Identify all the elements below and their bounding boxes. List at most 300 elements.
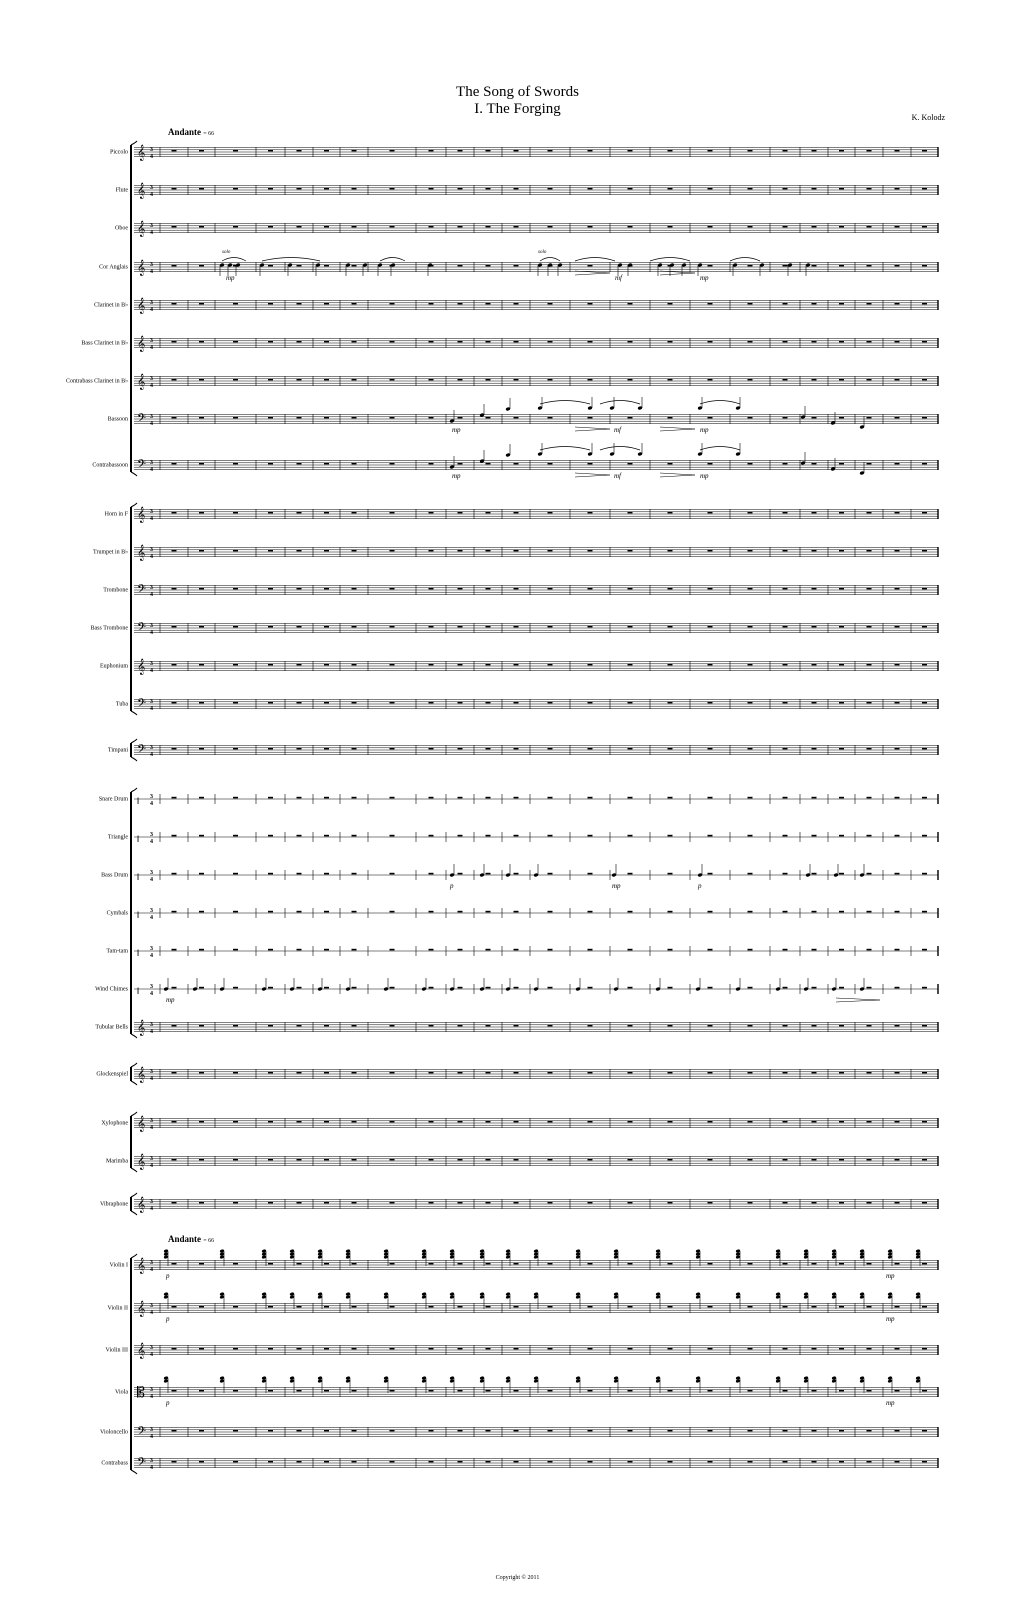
- whole-rest: [839, 1025, 844, 1027]
- whole-rest: [458, 512, 463, 514]
- whole-rest: [922, 226, 927, 228]
- whole-rest: [233, 797, 238, 799]
- whole-rest: [867, 797, 872, 799]
- whole-rest: [708, 550, 713, 552]
- whole-rest: [458, 1430, 463, 1432]
- whole-rest: [199, 1461, 204, 1463]
- time-signature-bottom: 4: [150, 915, 153, 921]
- whole-rest: [867, 1461, 872, 1463]
- whole-rest: [199, 911, 204, 913]
- whole-rest: [233, 835, 238, 837]
- whole-rest: [233, 1121, 238, 1123]
- clef-treble-icon: 𝄞: [137, 1155, 146, 1170]
- whole-rest: [390, 1430, 395, 1432]
- time-signature-bottom: 4: [150, 1310, 153, 1316]
- tempo-text: Andante: [168, 1234, 202, 1244]
- slur: [262, 258, 320, 262]
- dynamic-mp: mp: [612, 882, 621, 890]
- whole-rest: [812, 911, 817, 913]
- staff-violin-ii: [134, 1303, 938, 1313]
- whole-rest: [458, 150, 463, 152]
- clef-treble-icon: 𝄞: [137, 261, 146, 276]
- whole-rest: [324, 949, 329, 951]
- whole-rest: [548, 664, 553, 666]
- time-signature-bottom: 4: [150, 1352, 153, 1358]
- whole-rest: [429, 911, 434, 913]
- whole-rest: [668, 1306, 673, 1308]
- staff-violoncello: [134, 1427, 938, 1437]
- whole-rest: [628, 835, 633, 837]
- slur: [540, 401, 590, 405]
- time-signature-top: 3: [150, 745, 153, 751]
- whole-rest: [588, 664, 593, 666]
- whole-rest: [324, 1121, 329, 1123]
- whole-rest: [783, 1461, 788, 1463]
- whole-rest: [812, 1025, 817, 1027]
- whole-rest: [812, 835, 817, 837]
- whole-rest: [628, 588, 633, 590]
- whole-rest: [297, 303, 302, 305]
- whole-rest: [429, 550, 434, 552]
- whole-rest: [668, 1159, 673, 1161]
- dynamic-mp: mp: [166, 996, 175, 1004]
- whole-rest: [708, 748, 713, 750]
- whole-rest: [486, 1306, 491, 1308]
- whole-rest: [233, 873, 238, 875]
- whole-rest: [324, 664, 329, 666]
- whole-rest: [458, 417, 463, 419]
- clef-bass-icon: 𝄢: [137, 698, 147, 713]
- whole-rest: [668, 1390, 673, 1392]
- whole-rest: [548, 1306, 553, 1308]
- whole-rest: [199, 265, 204, 267]
- whole-rest: [748, 797, 753, 799]
- whole-rest: [458, 911, 463, 913]
- whole-rest: [895, 1121, 900, 1123]
- whole-rest: [172, 188, 177, 190]
- whole-rest: [297, 1202, 302, 1204]
- whole-rest: [895, 748, 900, 750]
- whole-rest: [514, 873, 519, 875]
- whole-rest: [297, 188, 302, 190]
- whole-rest: [895, 1306, 900, 1308]
- time-signature-bottom: 4: [150, 752, 153, 758]
- whole-rest: [708, 265, 713, 267]
- time-signature-top: 3: [150, 376, 153, 382]
- whole-rest: [297, 1306, 302, 1308]
- whole-rest: [514, 265, 519, 267]
- whole-rest: [172, 1461, 177, 1463]
- whole-rest: [486, 463, 491, 465]
- whole-rest: [233, 626, 238, 628]
- whole-rest: [199, 664, 204, 666]
- staff-vibraphone: [134, 1199, 938, 1209]
- whole-rest: [268, 702, 273, 704]
- whole-rest: [748, 463, 753, 465]
- whole-rest: [812, 1263, 817, 1265]
- time-signature-top: 3: [150, 699, 153, 705]
- whole-rest: [628, 873, 633, 875]
- whole-rest: [922, 1121, 927, 1123]
- whole-rest: [783, 626, 788, 628]
- whole-rest: [199, 1348, 204, 1350]
- whole-rest: [895, 626, 900, 628]
- whole-rest: [839, 512, 844, 514]
- whole-rest: [297, 550, 302, 552]
- whole-rest: [922, 265, 927, 267]
- clef-treble-icon: 𝄞: [137, 337, 146, 352]
- time-signature-top: 3: [150, 1458, 153, 1464]
- dynamic-mf: mf: [614, 472, 621, 480]
- whole-rest: [514, 379, 519, 381]
- clef-treble-icon: 𝄞: [137, 1198, 146, 1213]
- whole-rest: [628, 341, 633, 343]
- staff-triangle: [134, 832, 938, 842]
- whole-rest: [668, 1121, 673, 1123]
- whole-rest: [324, 1430, 329, 1432]
- instrument-label: Contrabass: [101, 1460, 128, 1467]
- whole-rest: [297, 797, 302, 799]
- whole-rest: [429, 341, 434, 343]
- whole-rest: [172, 1306, 177, 1308]
- whole-rest: [324, 341, 329, 343]
- time-signature-bottom: 4: [150, 1465, 153, 1471]
- whole-rest: [668, 748, 673, 750]
- instrument-label: Clarinet in B♭: [94, 302, 128, 309]
- whole-rest: [668, 835, 673, 837]
- whole-rest: [352, 835, 357, 837]
- whole-rest: [922, 379, 927, 381]
- clef-perc-icon: ‖: [137, 872, 140, 882]
- time-signature-top: 3: [150, 832, 153, 838]
- whole-rest: [867, 417, 872, 419]
- tempo-value: = 66: [203, 1238, 215, 1244]
- whole-rest: [748, 1461, 753, 1463]
- whole-rest: [352, 987, 357, 989]
- whole-rest: [268, 1461, 273, 1463]
- whole-rest: [324, 226, 329, 228]
- whole-rest: [390, 1072, 395, 1074]
- whole-rest: [783, 303, 788, 305]
- whole-rest: [708, 949, 713, 951]
- instrument-label: Violin I: [109, 1262, 128, 1269]
- clef-treble-icon: 𝄞: [137, 146, 146, 161]
- whole-rest: [588, 588, 593, 590]
- whole-rest: [668, 664, 673, 666]
- whole-rest: [783, 1306, 788, 1308]
- whole-rest: [867, 588, 872, 590]
- whole-rest: [548, 512, 553, 514]
- whole-rest: [922, 911, 927, 913]
- whole-rest: [297, 379, 302, 381]
- whole-rest: [812, 1430, 817, 1432]
- whole-rest: [233, 911, 238, 913]
- whole-rest: [783, 550, 788, 552]
- decrescendo-hairpin: [836, 998, 880, 1002]
- whole-rest: [458, 664, 463, 666]
- whole-rest: [486, 1025, 491, 1027]
- whole-rest: [514, 588, 519, 590]
- time-signature-bottom: 4: [150, 953, 153, 959]
- whole-rest: [588, 835, 593, 837]
- whole-rest: [812, 702, 817, 704]
- whole-rest: [514, 1430, 519, 1432]
- dynamic-mp: mp: [452, 426, 461, 434]
- whole-rest: [628, 1159, 633, 1161]
- whole-rest: [922, 550, 927, 552]
- instrument-label: Contrabassoon: [92, 462, 128, 469]
- whole-rest: [922, 1072, 927, 1074]
- solo-marking: solo: [222, 250, 231, 255]
- whole-rest: [172, 512, 177, 514]
- whole-rest: [324, 797, 329, 799]
- whole-rest: [390, 226, 395, 228]
- whole-rest: [390, 911, 395, 913]
- staff-bassoon: [134, 414, 938, 424]
- whole-rest: [783, 949, 788, 951]
- time-signature-top: 3: [150, 1022, 153, 1028]
- whole-rest: [297, 1121, 302, 1123]
- staff-contrabass-clarinet-in-b-: [134, 376, 938, 386]
- whole-rest: [514, 1306, 519, 1308]
- whole-rest: [839, 1461, 844, 1463]
- whole-rest: [812, 188, 817, 190]
- whole-rest: [429, 1072, 434, 1074]
- whole-rest: [514, 150, 519, 152]
- whole-rest: [514, 550, 519, 552]
- whole-rest: [324, 911, 329, 913]
- whole-rest: [172, 588, 177, 590]
- whole-rest: [668, 1461, 673, 1463]
- tempo-value: = 66: [203, 131, 215, 137]
- whole-rest: [548, 835, 553, 837]
- whole-rest: [429, 303, 434, 305]
- whole-rest: [429, 797, 434, 799]
- whole-rest: [390, 664, 395, 666]
- whole-rest: [458, 588, 463, 590]
- whole-rest: [783, 512, 788, 514]
- whole-rest: [922, 1202, 927, 1204]
- staff-euphonium: [134, 661, 938, 671]
- whole-rest: [268, 303, 273, 305]
- whole-rest: [233, 1461, 238, 1463]
- whole-rest: [922, 588, 927, 590]
- time-signature-bottom: 4: [150, 991, 153, 997]
- whole-rest: [297, 463, 302, 465]
- whole-rest: [895, 1263, 900, 1265]
- whole-rest: [839, 417, 844, 419]
- whole-rest: [268, 797, 273, 799]
- whole-rest: [922, 1390, 927, 1392]
- staff-horn-in-f: [134, 509, 938, 519]
- time-signature-bottom: 4: [150, 1076, 153, 1082]
- whole-rest: [514, 835, 519, 837]
- whole-rest: [297, 265, 302, 267]
- whole-rest: [352, 1121, 357, 1123]
- whole-rest: [548, 1390, 553, 1392]
- whole-rest: [514, 949, 519, 951]
- whole-rest: [708, 626, 713, 628]
- whole-rest: [895, 702, 900, 704]
- whole-rest: [839, 379, 844, 381]
- staff-violin-i: [134, 1260, 938, 1270]
- clef-bass-icon: 𝄢: [137, 584, 147, 599]
- whole-rest: [748, 588, 753, 590]
- whole-rest: [324, 1072, 329, 1074]
- whole-rest: [458, 341, 463, 343]
- time-signature-bottom: 4: [150, 269, 153, 275]
- whole-rest: [839, 835, 844, 837]
- whole-rest: [668, 379, 673, 381]
- whole-rest: [324, 1390, 329, 1392]
- dynamic-mf: mf: [614, 426, 621, 434]
- whole-rest: [390, 797, 395, 799]
- clef-treble-icon: 𝄞: [137, 299, 146, 314]
- whole-rest: [390, 1121, 395, 1123]
- whole-rest: [839, 1306, 844, 1308]
- whole-rest: [867, 265, 872, 267]
- whole-rest: [514, 417, 519, 419]
- whole-rest: [895, 1461, 900, 1463]
- whole-rest: [708, 1461, 713, 1463]
- whole-rest: [390, 1390, 395, 1392]
- whole-rest: [199, 463, 204, 465]
- whole-rest: [748, 417, 753, 419]
- whole-rest: [486, 1072, 491, 1074]
- whole-rest: [352, 1072, 357, 1074]
- whole-rest: [548, 341, 553, 343]
- whole-rest: [233, 1202, 238, 1204]
- whole-rest: [668, 987, 673, 989]
- whole-rest: [297, 1461, 302, 1463]
- clef-perc-icon: ‖: [137, 986, 140, 996]
- time-signature-top: 3: [150, 1069, 153, 1075]
- whole-rest: [588, 417, 593, 419]
- whole-rest: [458, 379, 463, 381]
- whole-rest: [668, 1025, 673, 1027]
- slur: [540, 258, 560, 262]
- whole-rest: [172, 1202, 177, 1204]
- whole-rest: [352, 797, 357, 799]
- whole-rest: [352, 702, 357, 704]
- whole-rest: [708, 588, 713, 590]
- whole-rest: [783, 417, 788, 419]
- whole-rest: [297, 1159, 302, 1161]
- whole-rest: [895, 188, 900, 190]
- slur: [700, 447, 740, 451]
- whole-rest: [895, 835, 900, 837]
- whole-rest: [839, 797, 844, 799]
- time-signature-top: 3: [150, 661, 153, 667]
- whole-rest: [233, 463, 238, 465]
- score-title: The Song of Swords: [456, 84, 579, 100]
- instrument-label: Tuba: [115, 701, 128, 708]
- whole-rest: [324, 1348, 329, 1350]
- whole-rest: [514, 702, 519, 704]
- whole-rest: [812, 1306, 817, 1308]
- whole-rest: [458, 1121, 463, 1123]
- whole-rest: [352, 1263, 357, 1265]
- whole-rest: [268, 188, 273, 190]
- clef-treble-icon: 𝄞: [137, 184, 146, 199]
- whole-rest: [708, 1072, 713, 1074]
- whole-rest: [390, 748, 395, 750]
- whole-rest: [839, 987, 844, 989]
- whole-rest: [429, 1306, 434, 1308]
- time-signature-bottom: 4: [150, 877, 153, 883]
- whole-rest: [458, 463, 463, 465]
- whole-rest: [390, 1025, 395, 1027]
- whole-rest: [324, 303, 329, 305]
- whole-rest: [839, 226, 844, 228]
- whole-rest: [324, 1263, 329, 1265]
- whole-rest: [268, 626, 273, 628]
- whole-rest: [812, 1072, 817, 1074]
- whole-rest: [895, 379, 900, 381]
- whole-rest: [668, 188, 673, 190]
- time-signature-bottom: 4: [150, 192, 153, 198]
- whole-rest: [458, 873, 463, 875]
- whole-rest: [233, 417, 238, 419]
- whole-rest: [233, 664, 238, 666]
- whole-rest: [324, 463, 329, 465]
- whole-rest: [668, 341, 673, 343]
- whole-rest: [297, 911, 302, 913]
- whole-rest: [514, 797, 519, 799]
- whole-rest: [172, 626, 177, 628]
- whole-rest: [297, 588, 302, 590]
- clef-treble-icon: 𝄞: [137, 508, 146, 523]
- whole-rest: [748, 226, 753, 228]
- whole-rest: [233, 1025, 238, 1027]
- whole-rest: [268, 835, 273, 837]
- whole-rest: [708, 150, 713, 152]
- staff-tubular-bells: [134, 1022, 938, 1032]
- whole-rest: [390, 873, 395, 875]
- time-signature-top: 3: [150, 1387, 153, 1393]
- whole-rest: [172, 226, 177, 228]
- whole-rest: [588, 512, 593, 514]
- whole-rest: [352, 550, 357, 552]
- whole-rest: [429, 512, 434, 514]
- whole-rest: [199, 379, 204, 381]
- whole-rest: [297, 1348, 302, 1350]
- whole-rest: [390, 987, 395, 989]
- whole-rest: [233, 188, 238, 190]
- whole-rest: [668, 303, 673, 305]
- whole-rest: [548, 463, 553, 465]
- staff-tuba: [134, 699, 938, 709]
- whole-rest: [514, 987, 519, 989]
- whole-rest: [895, 226, 900, 228]
- whole-rest: [324, 379, 329, 381]
- whole-rest: [548, 588, 553, 590]
- whole-rest: [922, 150, 927, 152]
- whole-rest: [783, 188, 788, 190]
- whole-rest: [783, 835, 788, 837]
- whole-rest: [867, 1263, 872, 1265]
- whole-rest: [812, 512, 817, 514]
- whole-rest: [172, 341, 177, 343]
- staff-tam-tam: [134, 946, 938, 956]
- whole-rest: [548, 1159, 553, 1161]
- whole-rest: [588, 1159, 593, 1161]
- whole-rest: [708, 1159, 713, 1161]
- whole-rest: [458, 748, 463, 750]
- whole-rest: [922, 1159, 927, 1161]
- whole-rest: [268, 987, 273, 989]
- whole-rest: [486, 835, 491, 837]
